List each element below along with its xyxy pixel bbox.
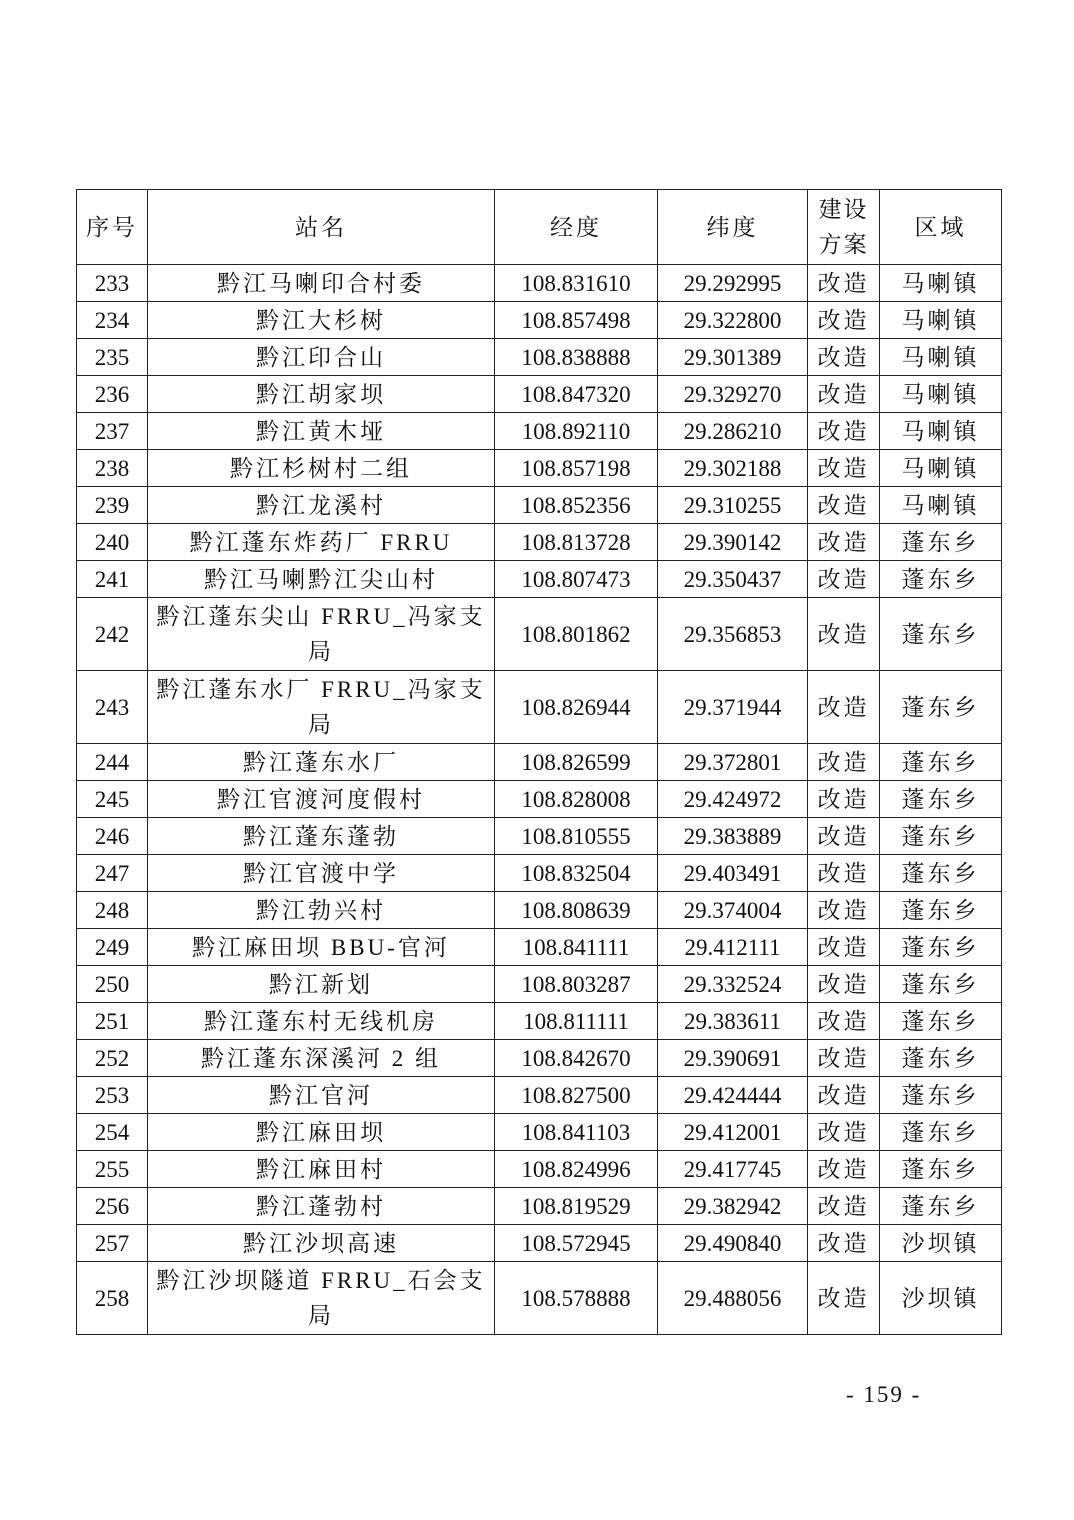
- cell-index: 241: [77, 561, 148, 598]
- cell-latitude: 29.332524: [658, 966, 808, 1003]
- cell-latitude: 29.390691: [658, 1040, 808, 1077]
- table-row: [77, 524, 1002, 561]
- cell-index: 253: [77, 1077, 148, 1114]
- cell-station-name: 黔江麻田坝 BBU-官河: [148, 929, 495, 966]
- cell-station-name: 黔江沙坝高速: [148, 1225, 495, 1262]
- cell-construction-plan: 改造: [808, 524, 880, 561]
- cell-station-name: 黔江蓬东水厂: [148, 744, 495, 781]
- table-row: [77, 339, 1002, 376]
- cell-index: 239: [77, 487, 148, 524]
- cell-latitude: 29.292995: [658, 265, 808, 302]
- cell-index: 240: [77, 524, 148, 561]
- cell-latitude: 29.301389: [658, 339, 808, 376]
- cell-region: 蓬东乡: [880, 1151, 1002, 1188]
- station-name-line1: 黔江沙坝隧道 FRRU_石会支: [156, 1268, 486, 1293]
- cell-longitude: 108.808639: [495, 892, 658, 929]
- cell-index: 251: [77, 1003, 148, 1040]
- cell-index: 255: [77, 1151, 148, 1188]
- table-row: [77, 818, 1002, 855]
- table-row: [77, 561, 1002, 598]
- cell-index: 250: [77, 966, 148, 1003]
- cell-station-name: 黔江官渡中学: [148, 855, 495, 892]
- station-name-line1: 黔江蓬东水厂 FRRU_冯家支: [156, 677, 486, 702]
- cell-latitude: 29.374004: [658, 892, 808, 929]
- cell-region: 蓬东乡: [880, 1114, 1002, 1151]
- station-name-line2: 局: [308, 1303, 334, 1328]
- cell-latitude: 29.403491: [658, 855, 808, 892]
- cell-construction-plan: 改造: [808, 855, 880, 892]
- cell-station-name: [148, 598, 495, 671]
- cell-index: 252: [77, 1040, 148, 1077]
- cell-longitude: 108.819529: [495, 1188, 658, 1225]
- cell-index: 248: [77, 892, 148, 929]
- cell-station-name: 黔江官渡河度假村: [148, 781, 495, 818]
- station-name-line2: 局: [308, 712, 334, 737]
- cell-latitude: 29.417745: [658, 1151, 808, 1188]
- cell-region: 蓬东乡: [880, 781, 1002, 818]
- cell-longitude: 108.892110: [495, 413, 658, 450]
- cell-construction-plan: 改造: [808, 781, 880, 818]
- cell-region: 蓬东乡: [880, 929, 1002, 966]
- cell-construction-plan: 改造: [808, 1188, 880, 1225]
- cell-index: 257: [77, 1225, 148, 1262]
- cell-longitude: 108.826944: [495, 671, 658, 744]
- cell-latitude: 29.488056: [658, 1262, 808, 1335]
- cell-latitude: 29.382942: [658, 1188, 808, 1225]
- cell-latitude: 29.424444: [658, 1077, 808, 1114]
- cell-longitude: 108.841103: [495, 1114, 658, 1151]
- cell-station-name: 黔江官河: [148, 1077, 495, 1114]
- cell-station-name: 黔江杉树村二组: [148, 450, 495, 487]
- cell-construction-plan: 改造: [808, 671, 880, 744]
- cell-construction-plan: 改造: [808, 1151, 880, 1188]
- cell-longitude: 108.847320: [495, 376, 658, 413]
- cell-latitude: 29.490840: [658, 1225, 808, 1262]
- cell-station-name: 黔江印合山: [148, 339, 495, 376]
- cell-station-name: 黔江马喇黔江尖山村: [148, 561, 495, 598]
- cell-longitude: 108.857498: [495, 302, 658, 339]
- cell-construction-plan: 改造: [808, 598, 880, 671]
- cell-station-name: 黔江大杉树: [148, 302, 495, 339]
- table-row: [77, 598, 1002, 671]
- cell-index: 234: [77, 302, 148, 339]
- cell-station-name: 黔江龙溪村: [148, 487, 495, 524]
- cell-construction-plan: 改造: [808, 1225, 880, 1262]
- cell-region: 马喇镇: [880, 487, 1002, 524]
- header-index: 序号: [77, 190, 148, 265]
- cell-station-name: 黔江麻田坝: [148, 1114, 495, 1151]
- table-row: [77, 1188, 1002, 1225]
- cell-construction-plan: 改造: [808, 265, 880, 302]
- cell-station-name: 黔江麻田村: [148, 1151, 495, 1188]
- cell-construction-plan: 改造: [808, 929, 880, 966]
- table-body: [77, 265, 1002, 1335]
- page-number: - 159 -: [846, 1382, 922, 1407]
- cell-construction-plan: 改造: [808, 966, 880, 1003]
- table-row: [77, 302, 1002, 339]
- header-plan-line1: 建设: [818, 197, 869, 222]
- table-row: [77, 450, 1002, 487]
- cell-region: 沙坝镇: [880, 1225, 1002, 1262]
- cell-index: 244: [77, 744, 148, 781]
- cell-longitude: 108.842670: [495, 1040, 658, 1077]
- cell-index: 258: [77, 1262, 148, 1335]
- table-row: [77, 376, 1002, 413]
- cell-station-name: 黔江蓬勃村: [148, 1188, 495, 1225]
- cell-index: 242: [77, 598, 148, 671]
- cell-region: 蓬东乡: [880, 598, 1002, 671]
- cell-longitude: 108.824996: [495, 1151, 658, 1188]
- cell-longitude: 108.831610: [495, 265, 658, 302]
- cell-station-name: 黔江蓬东深溪河 2 组: [148, 1040, 495, 1077]
- cell-latitude: 29.383611: [658, 1003, 808, 1040]
- cell-construction-plan: 改造: [808, 892, 880, 929]
- cell-index: 256: [77, 1188, 148, 1225]
- cell-region: 蓬东乡: [880, 892, 1002, 929]
- cell-index: 249: [77, 929, 148, 966]
- cell-longitude: 108.852356: [495, 487, 658, 524]
- cell-longitude: 108.810555: [495, 818, 658, 855]
- cell-index: 236: [77, 376, 148, 413]
- table-row: [77, 966, 1002, 1003]
- table-row: [77, 929, 1002, 966]
- cell-latitude: 29.322800: [658, 302, 808, 339]
- cell-longitude: 108.578888: [495, 1262, 658, 1335]
- table-row: [77, 1151, 1002, 1188]
- cell-longitude: 108.572945: [495, 1225, 658, 1262]
- cell-longitude: 108.841111: [495, 929, 658, 966]
- cell-index: 254: [77, 1114, 148, 1151]
- cell-construction-plan: 改造: [808, 487, 880, 524]
- header-longitude: 经度: [495, 190, 658, 265]
- cell-construction-plan: 改造: [808, 561, 880, 598]
- cell-construction-plan: 改造: [808, 1262, 880, 1335]
- cell-latitude: 29.390142: [658, 524, 808, 561]
- cell-longitude: 108.811111: [495, 1003, 658, 1040]
- cell-longitude: 108.838888: [495, 339, 658, 376]
- cell-region: 蓬东乡: [880, 744, 1002, 781]
- cell-region: 马喇镇: [880, 265, 1002, 302]
- cell-latitude: 29.356853: [658, 598, 808, 671]
- table-row: [77, 1114, 1002, 1151]
- table-row: [77, 1003, 1002, 1040]
- station-name-line2: 局: [308, 639, 334, 664]
- cell-index: 238: [77, 450, 148, 487]
- cell-region: 蓬东乡: [880, 966, 1002, 1003]
- table-row: [77, 744, 1002, 781]
- cell-construction-plan: 改造: [808, 450, 880, 487]
- cell-station-name: 黔江黄木垭: [148, 413, 495, 450]
- table-row: [77, 1040, 1002, 1077]
- cell-longitude: 108.803287: [495, 966, 658, 1003]
- cell-construction-plan: 改造: [808, 818, 880, 855]
- cell-construction-plan: 改造: [808, 413, 880, 450]
- cell-index: 246: [77, 818, 148, 855]
- table-row: [77, 487, 1002, 524]
- cell-construction-plan: 改造: [808, 376, 880, 413]
- cell-station-name: [148, 1262, 495, 1335]
- cell-longitude: 108.828008: [495, 781, 658, 818]
- cell-construction-plan: 改造: [808, 1077, 880, 1114]
- table-row: [77, 1225, 1002, 1262]
- site-table: [76, 189, 1002, 1335]
- header-latitude: 纬度: [658, 190, 808, 265]
- cell-longitude: 108.832504: [495, 855, 658, 892]
- cell-station-name: [148, 671, 495, 744]
- cell-latitude: 29.371944: [658, 671, 808, 744]
- cell-latitude: 29.372801: [658, 744, 808, 781]
- cell-region: 马喇镇: [880, 376, 1002, 413]
- cell-longitude: 108.801862: [495, 598, 658, 671]
- cell-latitude: 29.350437: [658, 561, 808, 598]
- cell-construction-plan: 改造: [808, 1003, 880, 1040]
- header-region: 区域: [880, 190, 1002, 265]
- cell-station-name: 黔江新划: [148, 966, 495, 1003]
- station-name-line1: 黔江蓬东尖山 FRRU_冯家支: [156, 604, 486, 629]
- table-row: [77, 892, 1002, 929]
- header-station-name: 站名: [148, 190, 495, 265]
- cell-construction-plan: 改造: [808, 1040, 880, 1077]
- cell-region: 蓬东乡: [880, 1077, 1002, 1114]
- cell-region: 马喇镇: [880, 450, 1002, 487]
- cell-construction-plan: 改造: [808, 302, 880, 339]
- cell-station-name: 黔江蓬东村无线机房: [148, 1003, 495, 1040]
- cell-region: 蓬东乡: [880, 561, 1002, 598]
- cell-region: 马喇镇: [880, 302, 1002, 339]
- cell-construction-plan: 改造: [808, 744, 880, 781]
- cell-region: 沙坝镇: [880, 1262, 1002, 1335]
- cell-region: 蓬东乡: [880, 1040, 1002, 1077]
- cell-index: 245: [77, 781, 148, 818]
- table-row: [77, 1262, 1002, 1335]
- cell-region: 蓬东乡: [880, 1003, 1002, 1040]
- cell-region: 马喇镇: [880, 339, 1002, 376]
- cell-longitude: 108.826599: [495, 744, 658, 781]
- cell-latitude: 29.383889: [658, 818, 808, 855]
- cell-latitude: 29.424972: [658, 781, 808, 818]
- cell-station-name: 黔江勃兴村: [148, 892, 495, 929]
- cell-station-name: 黔江蓬东蓬勃: [148, 818, 495, 855]
- table-row: [77, 413, 1002, 450]
- cell-construction-plan: 改造: [808, 339, 880, 376]
- cell-latitude: 29.310255: [658, 487, 808, 524]
- cell-latitude: 29.412111: [658, 929, 808, 966]
- table-row: [77, 1077, 1002, 1114]
- cell-region: 蓬东乡: [880, 524, 1002, 561]
- cell-index: 247: [77, 855, 148, 892]
- header-construction-plan: [808, 190, 880, 265]
- cell-index: 235: [77, 339, 148, 376]
- cell-longitude: 108.857198: [495, 450, 658, 487]
- cell-station-name: 黔江马喇印合村委: [148, 265, 495, 302]
- cell-latitude: 29.412001: [658, 1114, 808, 1151]
- cell-latitude: 29.286210: [658, 413, 808, 450]
- cell-region: 蓬东乡: [880, 1188, 1002, 1225]
- table-row: [77, 265, 1002, 302]
- table-row: [77, 855, 1002, 892]
- cell-longitude: 108.827500: [495, 1077, 658, 1114]
- cell-region: 蓬东乡: [880, 671, 1002, 744]
- cell-index: 233: [77, 265, 148, 302]
- header-plan-line2: 方案: [818, 232, 869, 257]
- cell-region: 蓬东乡: [880, 855, 1002, 892]
- cell-index: 237: [77, 413, 148, 450]
- cell-construction-plan: 改造: [808, 1114, 880, 1151]
- cell-longitude: 108.807473: [495, 561, 658, 598]
- table-row: [77, 671, 1002, 744]
- cell-latitude: 29.302188: [658, 450, 808, 487]
- cell-longitude: 108.813728: [495, 524, 658, 561]
- cell-region: 蓬东乡: [880, 818, 1002, 855]
- cell-latitude: 29.329270: [658, 376, 808, 413]
- cell-region: 马喇镇: [880, 413, 1002, 450]
- cell-station-name: 黔江蓬东炸药厂 FRRU: [148, 524, 495, 561]
- table-row: [77, 781, 1002, 818]
- cell-station-name: 黔江胡家坝: [148, 376, 495, 413]
- cell-index: 243: [77, 671, 148, 744]
- table-header-row: [77, 190, 1002, 265]
